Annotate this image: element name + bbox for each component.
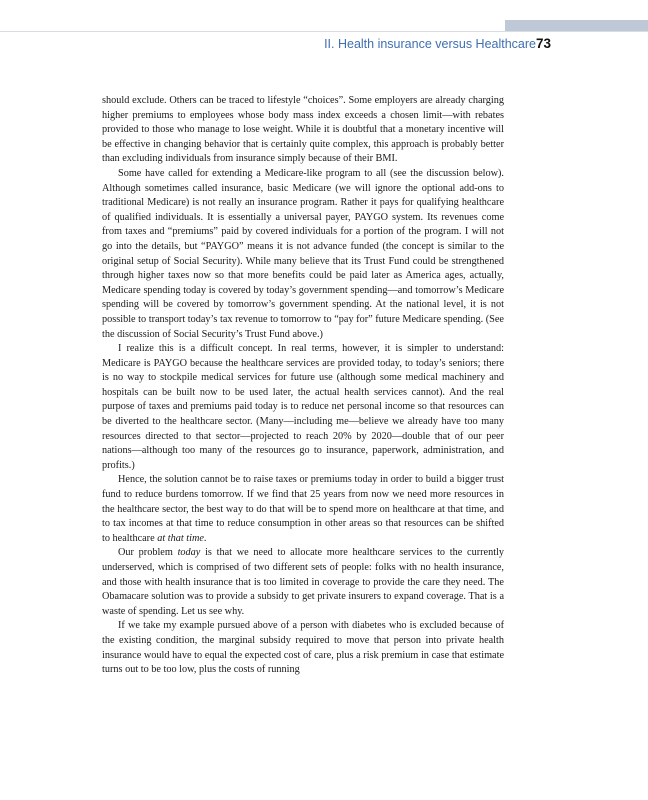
paragraph-text: Hence, the solution cannot be to raise taxes or premiums today in order to build a bigger trust fund to reduce burdens tomorrow. If we find that 25 years from now we need more resources in the healthcare sector, the best way to do that will be to spend more on healthcare at that time, and to tax incomes at that time to reduce consumption in other areas so that resources can be shifted to healthcare	[102, 474, 504, 544]
paragraph-text: Our problem	[118, 547, 173, 559]
page-number: 73	[536, 36, 552, 51]
paragraph-text: is that we need to allocate more healthcare services to the currently underserved, which is comprised of two different sets of people: folks with no health insurance, and those with health insurance that is too limited in coverage to provide the care they need. The Obamacare solution was to provide a subsidy to get private insurers to expand coverage. That is a waste of spending. Let us see why.	[102, 547, 505, 617]
paragraph: should exclude. Others can be traced to lifestyle “choices”. Some employers are already charging higher premiums to employees whose body mass index exceeds a chosen limit—with rebates provided to those who manage to lose weight. While it is doubtful that a monetary incentive will be effective in changing behavior that is certainly quite complex, this approach is probably better than excluding individuals from insurance simply because of their BMI.	[102, 95, 504, 165]
header-rule	[0, 31, 648, 32]
paragraph: I realize this is a difficult concept. In real terms, however, it is simpler to understand: Medicare is PAYGO because the healthcare services are provided today, to today’s seniors; there is no way to stockpile medical services for future use (although some medical machinery and hospitals can be built now to be used later, the actual health services cannot). And the real purpose of taxes and premiums paid today is to reduce net personal income so that resources can be diverted to the healthcare sector. (Many—including me—believe we already have too many resources directed to that sector—projected to reach 20% by 2020—double that of our peer nations—although too many of the resources go to insurance, paperwork, administration, and profits.)	[102, 343, 504, 471]
header-tab-bar	[505, 20, 648, 31]
emphasis-text: at that time	[157, 532, 204, 544]
paragraph: Some have called for extending a Medicare-like program to all (see the discussion below). Although sometimes called insurance, basic Medicare (we will ignore the optional add-ons to traditional Medicare) is not really an insurance program. Rather it pays for qualifying healthcare of qualified individuals. It is essentially a universal payer, PAYGO system. Its revenues come from taxes and “premiums” paid by covered individuals for a portion of the program. I will not go into the details, but “PAYGO” means it is not advance funded (the concept is similar to the original setup of Social Security). While many believe that its Trust Fund could be strengthened through higher taxes now so that more benefits could be paid later as America ages, actually, Medicare spending today is covered by today’s government spending—and tomorrow’s Medicare spending will be covered by tomorrow’s government spending. At the national level, it is not possible to transport today’s tax revenue to tomorrow to “pay for” future Medicare spending. (See the discussion of Social Security’s Trust Fund above.)	[102, 167, 504, 340]
emphasis-text: today	[177, 547, 201, 559]
paragraph-text: .	[203, 532, 207, 544]
paragraph	[102, 473, 504, 546]
paragraph: If we take my example pursued above of a person with diabetes who is excluded because of the existing condition, the marginal subsidy required to move that person into private health insurance would have to equal the expected cost of care, plus a risk premium in case that estimate turns out to be too low, plus the costs of running	[102, 620, 504, 676]
body-text	[102, 94, 504, 678]
running-head: II. Health insurance versus Healthcare	[324, 37, 536, 51]
paragraph	[102, 546, 504, 619]
